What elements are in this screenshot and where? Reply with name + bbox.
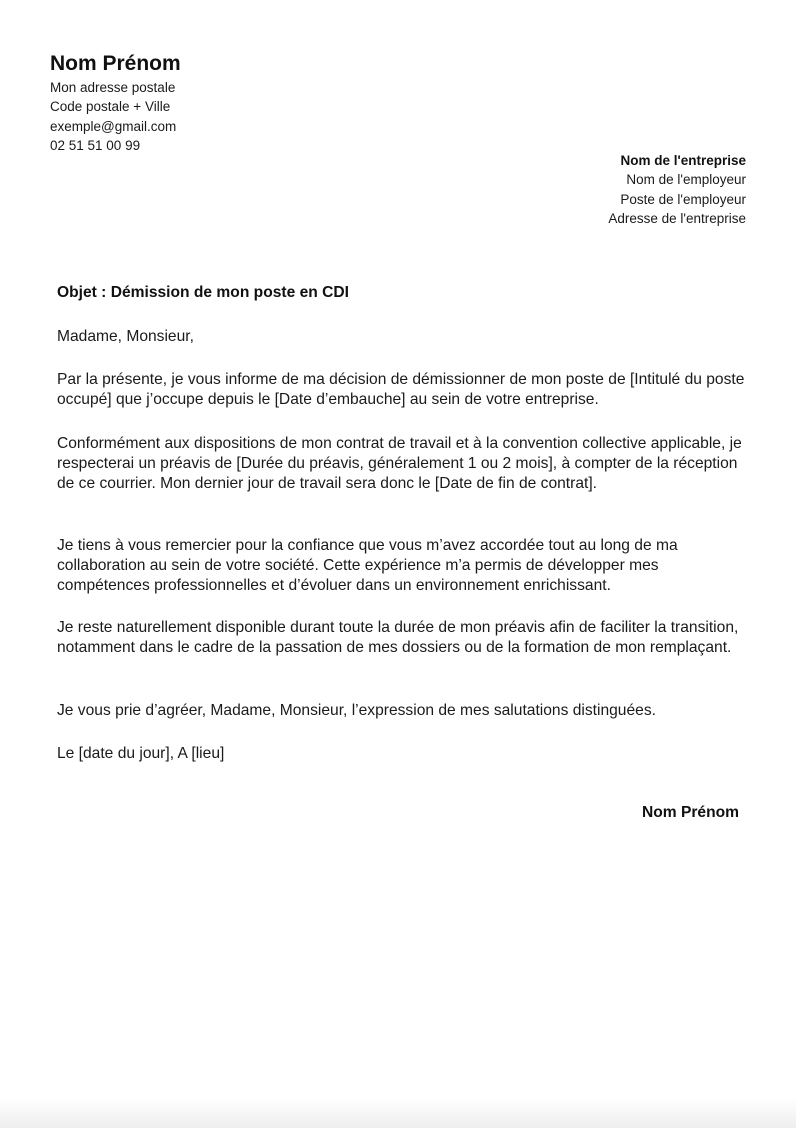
letter-paragraph-1: Par la présente, je vous informe de ma décision de démissionner de mon poste de [Intitulé du poste occupé] que j’occupe depuis le [Date d’embauche] au sein de votre entreprise.	[57, 371, 745, 408]
recipient-employer-position: Poste de l'employeur	[620, 191, 746, 207]
recipient-company: Nom de l'entreprise	[620, 153, 746, 168]
page-bottom-shade	[0, 1098, 796, 1128]
letter-salutation: Madame, Monsieur,	[57, 328, 194, 345]
sender-address: Mon adresse postale	[50, 80, 176, 95]
letter-closing: Je vous prie d’agréer, Madame, Monsieur, l’expression de mes salutations distinguées.	[57, 702, 656, 719]
letter-paragraph-2: Conformément aux dispositions de mon contrat de travail et à la convention collective applicable, je respecterai un préavis de [Durée du préavis, généralement 1 ou 2 mois], à compter de la réception de ce courrier. Mon dernier jour de travail sera donc le [Date de fin de contrat].	[57, 435, 742, 492]
recipient-employer-name: Nom de l'employeur	[626, 172, 746, 188]
sender-name: Nom Prénom	[50, 52, 181, 75]
letter-paragraph-3: Je tiens à vous remercier pour la confiance que vous m’avez accordée tout au long de ma collaboration au sein de votre société. Cette expérience m’a permis de développer mes compétences professionnelles et d’évoluer dans un environnement enrichissant.	[57, 537, 678, 594]
letter-subject: Objet : Démission de mon poste en CDI	[57, 284, 349, 301]
recipient-block	[608, 151, 746, 228]
sender-block	[50, 52, 181, 155]
letter-date-place: Le [date du jour], A [lieu]	[57, 745, 225, 762]
recipient-company-address: Adresse de l'entreprise	[608, 210, 746, 226]
letter-paragraph-4: Je reste naturellement disponible durant toute la durée de mon préavis afin de faciliter la transition, notamment dans le cadre de la passation de mes dossiers ou de la formation de mon remplaçant.	[57, 619, 739, 656]
letter-signature: Nom Prénom	[641, 804, 739, 821]
sender-city: Code postale + Ville	[50, 99, 171, 115]
sender-phone: 02 51 51 00 99	[50, 137, 141, 153]
sender-email: exemple@gmail.com	[50, 118, 177, 134]
